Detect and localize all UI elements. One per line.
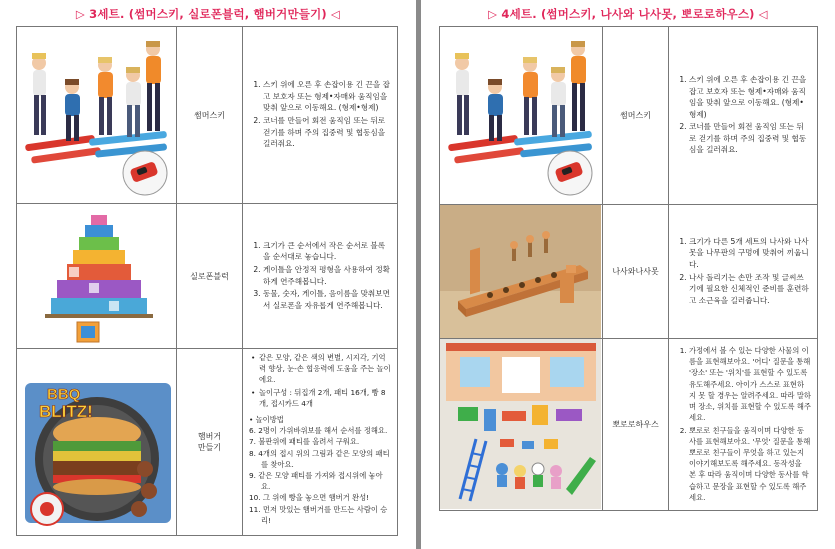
description-item: 1. 스키 위에 오른 후 손잡이용 긴 끈을 잡고 보호자 또는 형제•자매와 움직임을 맞춰 앞으로 이동해요. (형제•형제) [689,74,811,120]
activity-description [669,339,817,510]
xylophone-block-image [17,204,177,348]
description-item: 2. 게이틀을 안정적 평형을 사용하여 정확하게 연주해봅니다. [263,264,391,287]
activity-name-line: 만들기 [197,443,222,452]
description-item: 2. 뽀로로 친구들을 움직이며 다양한 동사를 표현해보아요. '무엇' 질문을 통해 뽀로로 친구들이 무엇을 하고 있는지 이야기해보도록 해주세요. 동작성을 본 후 따라 움직이며 다양한 동사를 학습하고 문장을 표현할 수 있도록 해주세요. [689,425,811,503]
left-page-title: ▷ 3세트. (썸머스키, 실로폰블럭, 햄버거만들기) ◁ [75,7,341,21]
method-step: 6. 2명이 가위바위보를 해서 순서를 정해요. [249,426,388,436]
activity-description [243,349,397,535]
activity-name: 썸머스키 [177,27,243,203]
description-item: 1. 크기가 다른 5개 세트의 나사와 나사못을 나무판의 구멍에 맞춰어 끼웁니다. [689,236,811,271]
description-item: 2. 코너를 만들어 회전 움직임 또는 뒤로 걷기를 하며 주의 집중력 및 협동심을 길러줘요. [689,121,811,156]
table-row [440,339,817,510]
method-step: 10. 그 위에 빵을 놓으면 햄버거 완성! [249,493,370,503]
activity-name-line: 햄버거 [197,432,222,441]
left-page [0,0,416,549]
table-row [440,205,817,339]
activity-description [243,27,397,203]
right-activity-table [439,26,818,511]
box-title-top: BBQ [47,386,81,403]
activity-name: 뽀로로하우스 [603,339,669,510]
description-bullet: • 같은 모양, 같은 색의 변별, 시지각, 기억력 향상, 눈-손 협응력에 도움을 주는 놀이에요. [249,352,391,386]
activity-description [669,205,817,338]
summer-ski-image [17,27,177,203]
activity-description [243,204,397,348]
method-title: • 놀이방법 [249,415,284,425]
nut-and-bolt-board-image [440,205,603,338]
description-item: 2. 나사 돌리기는 손만 조작 및 글씨쓰기에 필요한 신체적인 준비를 훈련하고 소근육을 길러줍니다. [689,272,811,307]
description-item: 1. 가정에서 볼 수 있는 다양한 사물의 이름을 표현해보아요. '어디' 질문을 통해 '장소' 또는 '위치'를 표현할 수 있도록 유도해주세요. 아이가 스스로 표현하지 못 할 경우는 알려주세요. 따라 말하며 장소, 위치를 표현할 수 있도록 해주세요. [689,345,811,423]
pororo-house-image [440,339,603,510]
description-item: 2. 코너를 만들어 회전 움직임 또는 뒤로 걷기를 하며 주의 집중력 및 협동심을 길러줘요. [263,115,391,150]
table-row [17,27,397,204]
method-step: 9. 같은 모양 패티를 가져와 접시위에 놓아요. [249,471,383,492]
table-row [17,349,397,535]
activity-name: 나사와나사못 [603,205,669,338]
description-item: 3. 동물, 숫자, 게이틀, 음이름을 맞춰보면서 실로폰을 자유롭게 연주해봅니다. [263,288,391,311]
description-item: 1. 스키 위에 오른 후 손잡이용 긴 끈을 잡고 보호자 또는 형제•자매와 움직임을 맞춰 앞으로 이동해요. (형제•형제) [263,79,391,114]
right-page [421,0,835,549]
activity-name [177,349,243,535]
description-bullet: • 놀이구성 : 뒤집개 2개, 패티 16개, 빵 8개, 접시카드 4개 [249,387,391,409]
activity-description [669,27,817,204]
left-activity-table [16,26,398,536]
method-step: 7. 불판위에 패티를 올려서 구워요. [249,437,360,447]
bbq-blitz-game-image [17,349,177,535]
summer-ski-image [440,27,603,204]
table-row [440,27,817,205]
method-step: 11. 먼저 맛있는 햄버거를 만드는 사람이 승리! [249,504,388,525]
description-item: 1. 크기가 큰 순서에서 작은 순서로 블록을 순서대로 놓습니다. [263,240,391,263]
box-title-bottom: BLITZ! [39,402,93,421]
activity-name: 썸머스키 [603,27,669,204]
right-page-title: ▷ 4세트. (썸머스키, 나사와 나사못, 뽀로로하우스) ◁ [488,7,768,21]
table-row [17,204,397,349]
method-step: 8. 4개의 접시 위의 그림과 같은 모양의 패티를 찾아요. [249,448,390,469]
activity-name: 실로폰블럭 [177,204,243,348]
